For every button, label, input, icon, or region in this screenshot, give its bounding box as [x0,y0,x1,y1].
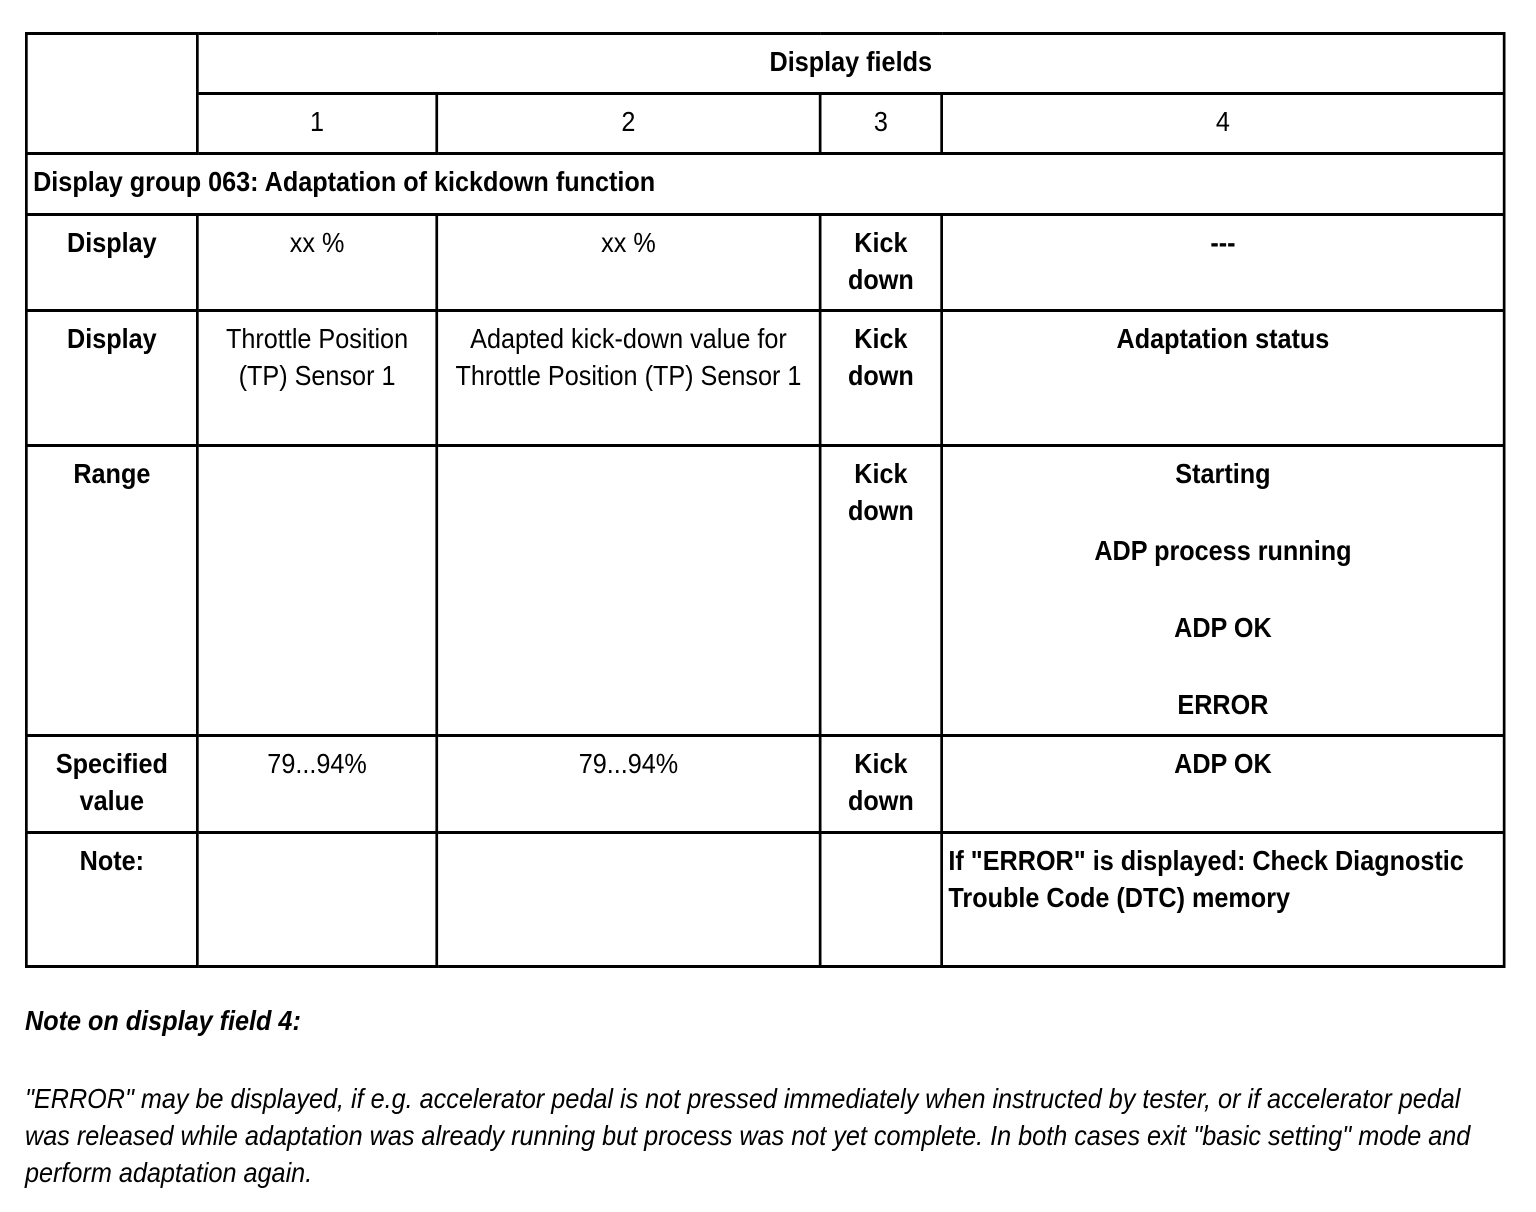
field-number-3: 3 [820,94,942,154]
field-3-value: Kick down [820,736,942,833]
field-3-value: Kick down [820,215,942,311]
table-row [26,736,1504,833]
range-item: Starting [1175,458,1271,489]
table-row [26,311,1504,446]
field-1-value: xx % [197,215,436,311]
note-body: "ERROR" may be displayed, if e.g. accelerator pedal is not pressed immediately when instructed by tester, or if accelerator pedal was released while adaptation was already running but process was not yet complete. In both cases exit "basic setting" mode and perform adaptation again. [25,1083,1471,1188]
field-1-value [197,833,436,967]
display-group-table [25,32,1506,968]
field-4-value: --- [942,215,1505,311]
table-row [26,446,1504,736]
field-number-1: 1 [197,94,436,154]
field-1-value: Throttle Position (TP) Sensor 1 [197,311,436,446]
note-title: Note on display field 4: [25,1005,301,1036]
display-group-title: Display group 063: Adaptation of kickdown function [26,154,1504,215]
row-label: Specified value [26,736,197,833]
field-3-value: Kick down [820,446,942,736]
field-4-note: If "ERROR" is displayed: Check Diagnostic Trouble Code (DTC) memory [942,833,1505,967]
field-4-value: ADP OK [942,736,1505,833]
range-item: ADP OK [1174,612,1272,643]
field-2-value: Adapted kick-down value for Throttle Position (TP) Sensor 1 [437,311,820,446]
row-label: Display [26,215,197,311]
field-4-value: Adaptation status [942,311,1505,446]
field-4-range-list [942,446,1505,736]
corner-cell [26,34,197,154]
range-item: ERROR [1177,689,1269,720]
field-2-value [437,446,820,736]
row-label: Range [26,446,197,736]
table-row [26,833,1504,967]
field-2-value [437,833,820,967]
field-3-value [820,833,942,967]
table-row [26,215,1504,311]
field-1-value: 79...94% [197,736,436,833]
range-item: ADP process running [1094,535,1352,566]
field-2-value: 79...94% [437,736,820,833]
field-2-value: xx % [437,215,820,311]
field-3-value: Kick down [820,311,942,446]
field-number-4: 4 [942,94,1505,154]
row-label: Note: [26,833,197,967]
field-1-value [197,446,436,736]
field-number-2: 2 [437,94,820,154]
display-fields-header: Display fields [197,34,1504,94]
row-label: Display [26,311,197,446]
